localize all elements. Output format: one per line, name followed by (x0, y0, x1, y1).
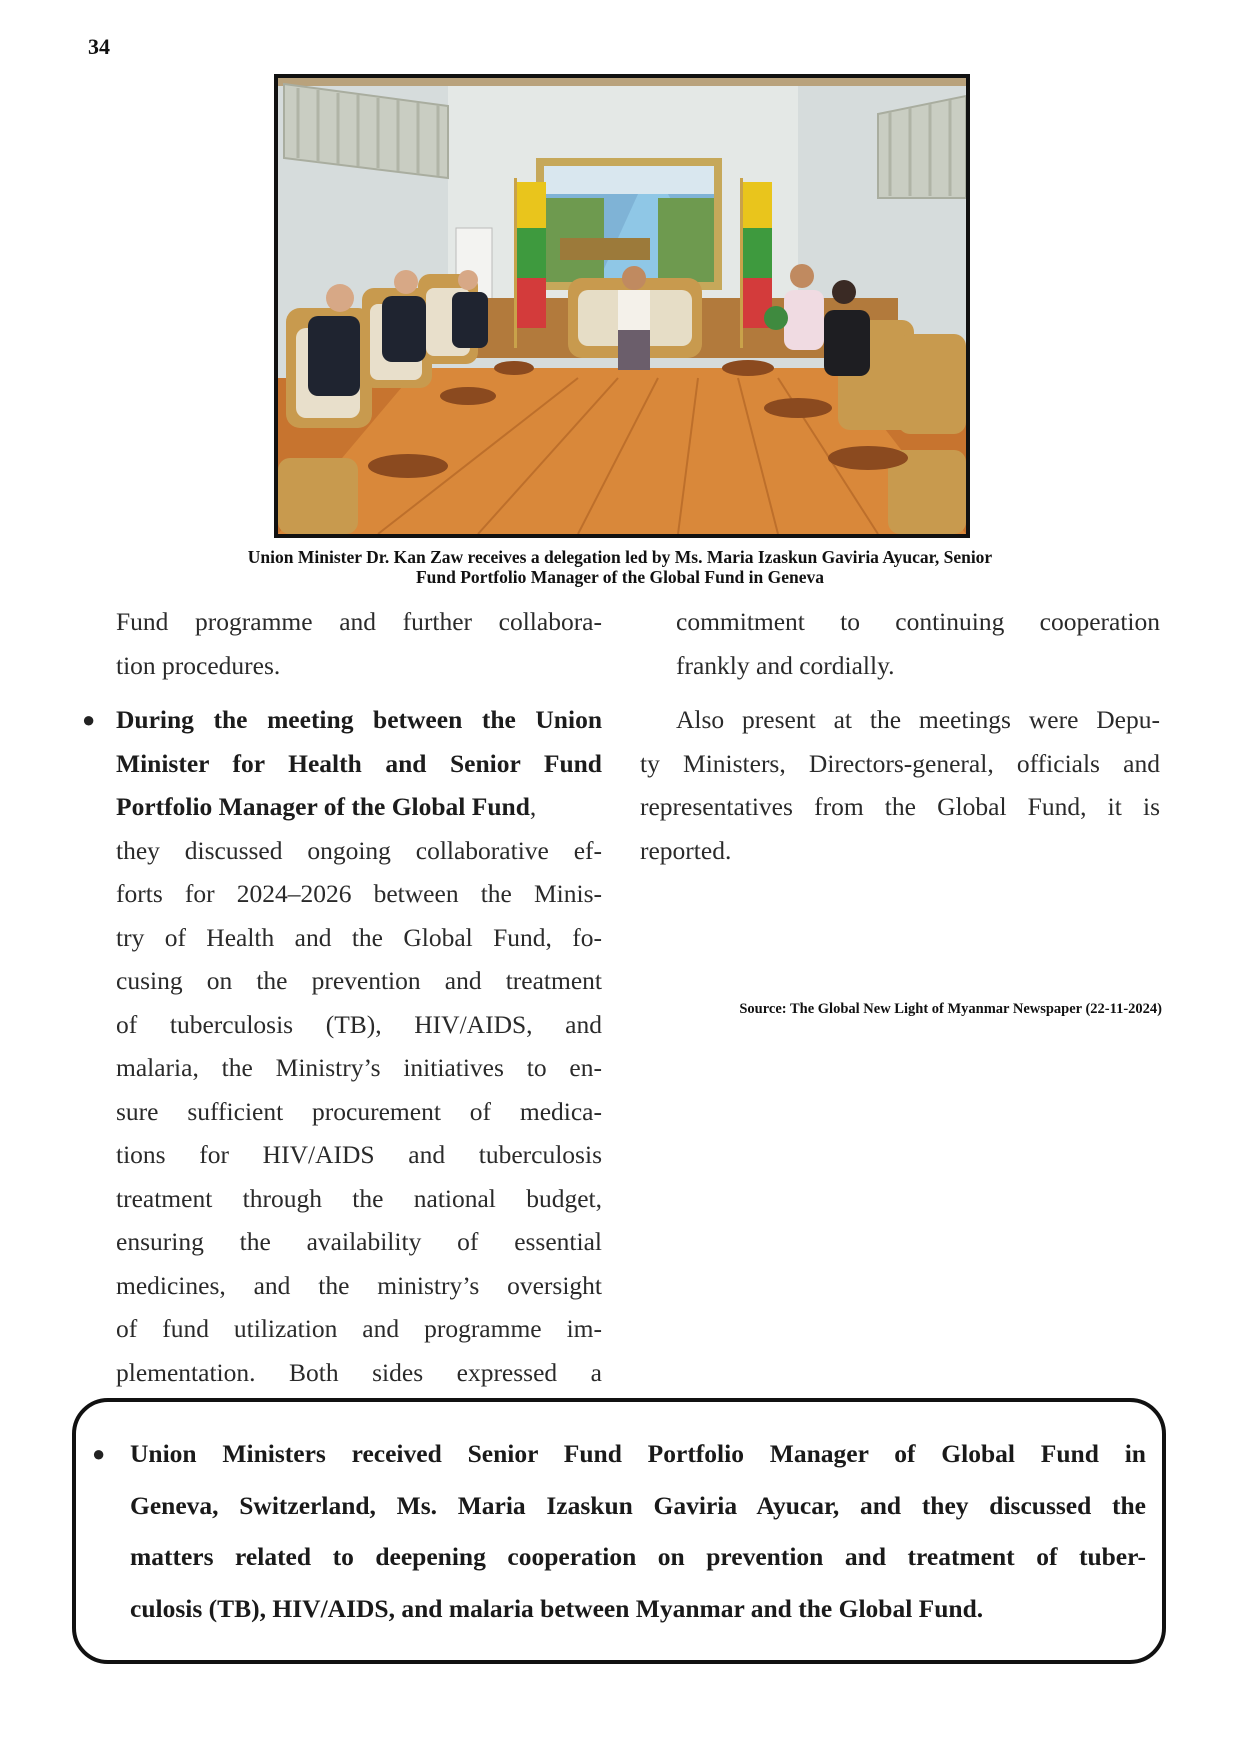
summary-line: Union Ministers received Senior Fund Portfolio Manager of Global Fund in (130, 1439, 1146, 1468)
bullet-bold-line: During the meeting between the Union (116, 705, 602, 734)
bullet-line: plementation. Both sides expressed a (116, 1357, 602, 1387)
caption-line-1: Union Minister Dr. Kan Zaw receives a delegation led by Ms. Maria Izaskun Gaviria Ayucar, Senior (247, 547, 993, 567)
bullet-line: ensuring the availability of essential (116, 1227, 602, 1256)
bullet-bold-tail: , (529, 792, 537, 821)
bullet-line: sure sufficient procurement of medica- (116, 1096, 602, 1126)
right-continuation-line: commitment to continuing cooperation (676, 607, 1160, 636)
left-column (82, 600, 602, 1394)
caption-line-2: Fund Portfolio Manager of the Global Fund in Geneva (415, 567, 825, 587)
bullet-bold-line: Minister for Health and Senior Fund (116, 748, 602, 778)
summary-line: matters related to deepening cooperation on prevention and treatment of tuber- (130, 1542, 1146, 1571)
bullet-line: they discussed ongoing collaborative ef- (116, 835, 602, 865)
bullet-line: cusing on the prevention and treatment (116, 966, 602, 995)
attendance-line: ty Ministers, Directors-general, officials and (640, 748, 1160, 778)
bullet-line: malaria, the Ministry’s initiatives to en- (116, 1053, 602, 1082)
bullet-line: forts for 2024–2026 between the Minis- (116, 879, 602, 908)
bullet-line: medicines, and the ministry’s oversight (116, 1270, 602, 1300)
meeting-photo-illustration (278, 78, 966, 534)
bullet-bold-text: Portfolio Manager of the Global Fund (116, 792, 530, 821)
bullet-line: try of Health and the Global Fund, fo- (116, 922, 602, 952)
bullet-line: tions for HIV/AIDS and tuberculosis (116, 1140, 602, 1169)
summary-bullet-icon: ● (92, 1441, 106, 1466)
left-continuation-line: tion procedures. (116, 650, 281, 680)
attendance-line: reported. (640, 835, 732, 865)
page-number: 34 (88, 34, 110, 59)
left-continuation-line: Fund programme and further collabora- (116, 607, 602, 636)
source-citation: Source: The Global New Light of Myanmar Newspaper (22-11-2024) (739, 1001, 1162, 1017)
photo-caption (160, 547, 1080, 587)
meeting-bullet (82, 698, 602, 1394)
bullet-line: treatment through the national budget, (116, 1183, 602, 1213)
right-continuation-line: frankly and cordially. (676, 650, 895, 680)
bullet-line: of fund utilization and programme im- (116, 1314, 602, 1343)
summary-line: Geneva, Switzerland, Ms. Maria Izaskun Gaviria Ayucar, and they discussed the (130, 1490, 1146, 1520)
bullet-icon: ● (82, 707, 96, 732)
attendance-paragraph (640, 698, 1160, 872)
right-column (640, 600, 1160, 872)
attendance-line: representatives from the Global Fund, it is (640, 792, 1160, 821)
bullet-line: of tuberculosis (TB), HIV/AIDS, and (116, 1009, 602, 1039)
meeting-photo (274, 74, 970, 538)
summary-line: culosis (TB), HIV/AIDS, and malaria between Myanmar and the Global Fund. (130, 1593, 984, 1623)
bullet-bold-line-with-tail (116, 785, 602, 829)
summary-text (130, 1428, 1146, 1634)
attendance-line: Also present at the meetings were Depu- (676, 705, 1160, 734)
